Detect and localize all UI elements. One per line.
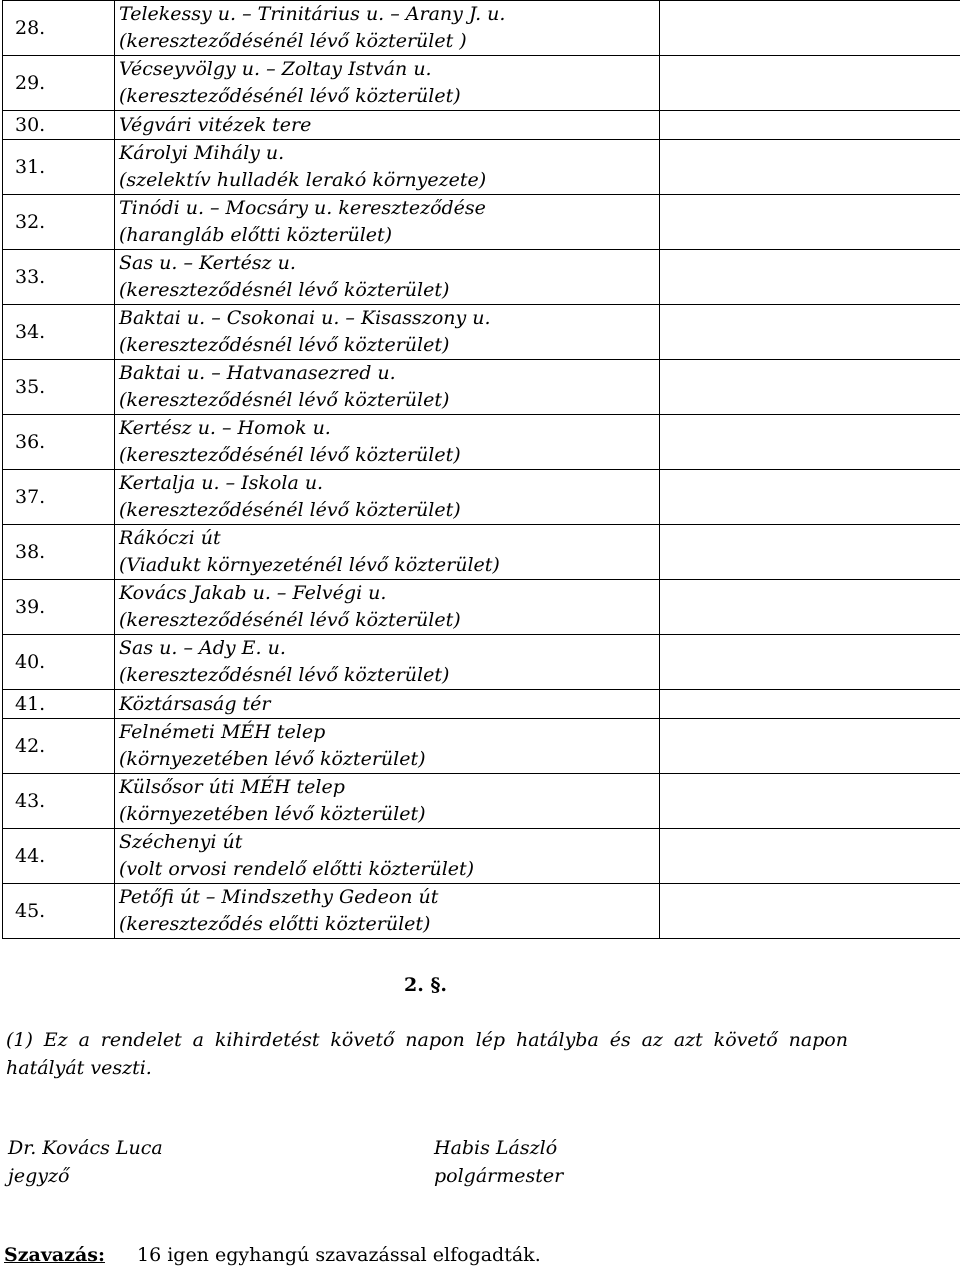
location-line: Rákóczi út bbox=[119, 527, 221, 549]
table-row bbox=[3, 719, 960, 774]
row-location bbox=[115, 415, 660, 470]
location-line: Köztársaság tér bbox=[119, 692, 271, 715]
location-line: Kertész u. – Homok u. bbox=[119, 417, 331, 439]
row-number: 28. bbox=[3, 1, 115, 56]
table-row bbox=[3, 250, 960, 305]
row-location bbox=[115, 470, 660, 525]
location-line: Tinódi u. – Mocsáry u. kereszteződése bbox=[119, 197, 486, 219]
signature-right bbox=[434, 1134, 563, 1190]
location-line: (szelektív hulladék lerakó környezete) bbox=[119, 169, 487, 191]
location-table-body bbox=[3, 1, 960, 939]
row-number: 30. bbox=[3, 111, 115, 140]
location-line: (kereszteződés előtti közterület) bbox=[119, 913, 431, 935]
row-number: 33. bbox=[3, 250, 115, 305]
location-table bbox=[2, 0, 960, 939]
table-row bbox=[3, 884, 960, 939]
row-empty-cell bbox=[660, 305, 960, 360]
location-line: Baktai u. – Hatvanasezred u. bbox=[119, 362, 396, 384]
row-number: 32. bbox=[3, 195, 115, 250]
signature-left bbox=[8, 1134, 163, 1190]
row-number: 43. bbox=[3, 774, 115, 829]
row-location bbox=[115, 525, 660, 580]
row-empty-cell bbox=[660, 111, 960, 140]
location-line: Károlyi Mihály u. bbox=[119, 142, 285, 164]
vote-line bbox=[4, 1244, 541, 1266]
row-location bbox=[115, 140, 660, 195]
row-location bbox=[115, 635, 660, 690]
table-row bbox=[3, 360, 960, 415]
location-line: Felnémeti MÉH telep bbox=[119, 721, 326, 743]
row-location bbox=[115, 719, 660, 774]
row-empty-cell bbox=[660, 774, 960, 829]
row-empty-cell bbox=[660, 829, 960, 884]
row-number: 37. bbox=[3, 470, 115, 525]
row-number: 39. bbox=[3, 580, 115, 635]
row-number: 40. bbox=[3, 635, 115, 690]
table-row bbox=[3, 470, 960, 525]
row-empty-cell bbox=[660, 690, 960, 719]
row-location bbox=[115, 305, 660, 360]
vote-label: Szavazás: bbox=[4, 1244, 105, 1266]
location-line: Kovács Jakab u. – Felvégi u. bbox=[119, 582, 387, 604]
row-number: 42. bbox=[3, 719, 115, 774]
row-empty-cell bbox=[660, 525, 960, 580]
location-line: (kereszteződésénél lévő közterület) bbox=[119, 499, 461, 521]
location-line: Sas u. – Ady E. u. bbox=[119, 637, 286, 659]
row-empty-cell bbox=[660, 470, 960, 525]
signature-right-name: Habis László bbox=[434, 1137, 558, 1159]
row-location bbox=[115, 360, 660, 415]
row-empty-cell bbox=[660, 250, 960, 305]
location-line: Külsősor úti MÉH telep bbox=[119, 776, 345, 798]
effective-date-paragraph: (1) Ez a rendelet a kihirdetést követő napon lép hatályba és az azt követő napon hatályát veszti. bbox=[6, 1029, 848, 1079]
row-number: 41. bbox=[3, 690, 115, 719]
row-location bbox=[115, 195, 660, 250]
table-row bbox=[3, 415, 960, 470]
table-row bbox=[3, 56, 960, 111]
row-empty-cell bbox=[660, 56, 960, 111]
location-line: (kereszteződésénél lévő közterület) bbox=[119, 85, 461, 107]
table-row bbox=[3, 525, 960, 580]
row-location bbox=[115, 111, 660, 140]
row-location bbox=[115, 690, 660, 719]
row-empty-cell bbox=[660, 360, 960, 415]
row-location bbox=[115, 580, 660, 635]
row-number: 44. bbox=[3, 829, 115, 884]
table-row bbox=[3, 829, 960, 884]
location-line: (kereszteződésénél lévő közterület) bbox=[119, 444, 461, 466]
location-line: (kereszteződésénél lévő közterület) bbox=[119, 609, 461, 631]
location-line: Telekessy u. – Trinitárius u. – Arany J. u. bbox=[119, 3, 506, 25]
row-empty-cell bbox=[660, 140, 960, 195]
row-location bbox=[115, 829, 660, 884]
signature-left-name: Dr. Kovács Luca bbox=[8, 1137, 163, 1159]
row-location bbox=[115, 250, 660, 305]
table-row bbox=[3, 195, 960, 250]
location-line: (kereszteződésénél lévő közterület ) bbox=[119, 30, 467, 52]
location-line: (környezetében lévő közterület) bbox=[119, 748, 426, 770]
location-line: Sas u. – Kertész u. bbox=[119, 252, 296, 274]
row-empty-cell bbox=[660, 1, 960, 56]
row-number: 35. bbox=[3, 360, 115, 415]
row-empty-cell bbox=[660, 719, 960, 774]
location-line: (kereszteződésnél lévő közterület) bbox=[119, 334, 450, 356]
row-number: 29. bbox=[3, 56, 115, 111]
row-location bbox=[115, 774, 660, 829]
signature-left-title: jegyző bbox=[8, 1165, 70, 1187]
table-row bbox=[3, 635, 960, 690]
table-row bbox=[3, 140, 960, 195]
row-number: 36. bbox=[3, 415, 115, 470]
location-line: (kereszteződésnél lévő közterület) bbox=[119, 389, 450, 411]
location-line: (harangláb előtti közterület) bbox=[119, 224, 393, 246]
location-line: (volt orvosi rendelő előtti közterület) bbox=[119, 858, 475, 880]
row-empty-cell bbox=[660, 635, 960, 690]
row-empty-cell bbox=[660, 580, 960, 635]
row-location bbox=[115, 884, 660, 939]
location-line: (kereszteződésnél lévő közterület) bbox=[119, 664, 450, 686]
table-row bbox=[3, 1, 960, 56]
location-line: Kertalja u. – Iskola u. bbox=[119, 472, 324, 494]
row-number: 31. bbox=[3, 140, 115, 195]
row-number: 45. bbox=[3, 884, 115, 939]
table-row bbox=[3, 690, 960, 719]
location-line: Petőfi út – Mindszethy Gedeon út bbox=[119, 886, 439, 908]
row-empty-cell bbox=[660, 415, 960, 470]
row-empty-cell bbox=[660, 884, 960, 939]
signature-right-title: polgármester bbox=[434, 1165, 564, 1187]
location-line: Széchenyi út bbox=[119, 831, 243, 853]
location-line: (Viadukt környezeténél lévő közterület) bbox=[119, 554, 500, 576]
table-row bbox=[3, 305, 960, 360]
row-empty-cell bbox=[660, 195, 960, 250]
row-number: 38. bbox=[3, 525, 115, 580]
location-line: Baktai u. – Csokonai u. – Kisasszony u. bbox=[119, 307, 491, 329]
section-heading: 2. §. bbox=[404, 974, 448, 996]
row-location bbox=[115, 56, 660, 111]
location-line: Vécseyvölgy u. – Zoltay István u. bbox=[119, 58, 432, 80]
table-row bbox=[3, 774, 960, 829]
location-line: Végvári vitézek tere bbox=[119, 113, 312, 136]
table-row bbox=[3, 580, 960, 635]
row-number: 34. bbox=[3, 305, 115, 360]
vote-text: 16 igen egyhangú szavazással elfogadták. bbox=[136, 1244, 541, 1266]
row-location bbox=[115, 1, 660, 56]
location-line: (környezetében lévő közterület) bbox=[119, 803, 426, 825]
table-row bbox=[3, 111, 960, 140]
location-line: (kereszteződésnél lévő közterület) bbox=[119, 279, 450, 301]
